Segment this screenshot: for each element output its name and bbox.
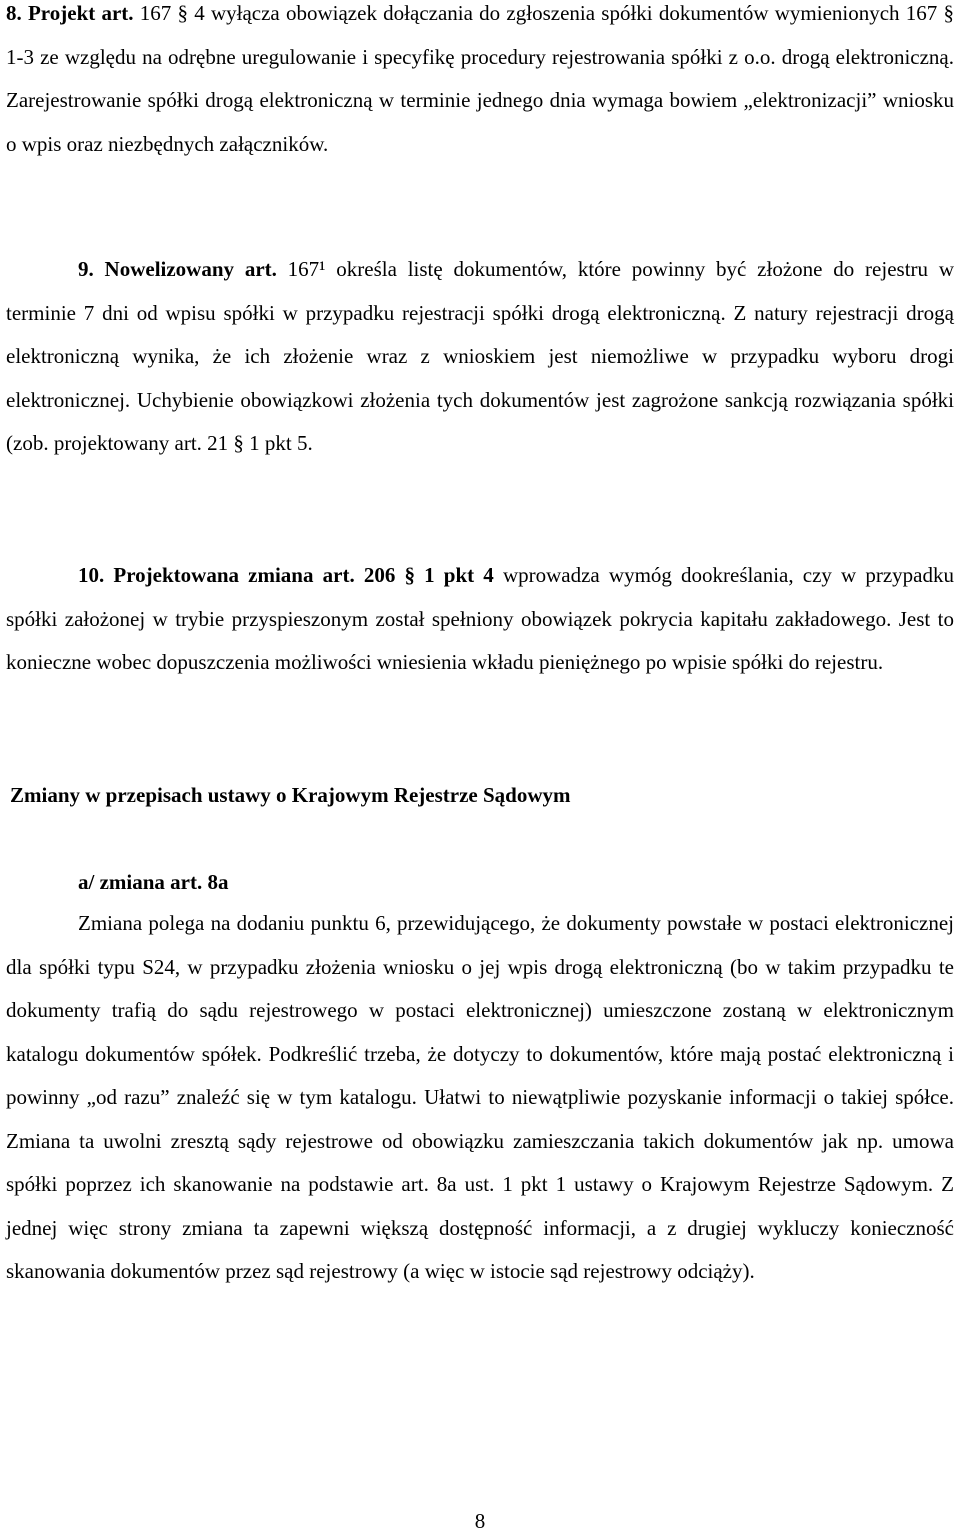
paragraph-8-body: 167 § 4 wyłącza obowiązek dołączania do zgłoszenia spółki dokumentów wymienionych 167 § 1-3 ze względu na odrębne uregulowanie i specyfikę procedury rejestrowania spółki z o.o. drogą elektroniczną. Zarejestrowanie spółki drogą elektroniczną w terminie jednego dnia wymaga bowiem „elektronizacji” wniosku o wpis oraz niezbędnych załączników. bbox=[6, 1, 955, 156]
paragraph-a bbox=[6, 902, 954, 1294]
subheading: a/ zmiana art. 8a bbox=[78, 870, 229, 894]
paragraph-10-lead: 10. Projektowana zmiana art. 206 § 1 pkt 4 bbox=[78, 563, 494, 587]
page-number: 8 bbox=[474, 1509, 486, 1533]
paragraph-10 bbox=[6, 554, 954, 685]
paragraph-10-body: wprowadza wymóg dookreślania, czy w przypadku spółki założonej w trybie przyspieszonym został spełniony obowiązek pokrycia kapitału zakładowego. Jest to konieczne wobec dopuszczenia możliwości wniesienia wkładu pieniężnego po wpisie spółki do rejestru. bbox=[6, 563, 954, 674]
paragraph-9-body: 167¹ określa listę dokumentów, które powinny być złożone do rejestru w terminie 7 dni od wpisu spółki w przypadku rejestracji spółki drogą elektroniczną. Z natury rejestracji drogą elektroniczną wynika, że ich złożenie wraz z wnioskiem jest niemożliwe w przypadku wyboru drogi elektronicznej. Uchybienie obowiązkowi złożenia tych dokumentów jest zagrożone sankcją rozwiązania spółki (zob. projektowany art. 21 § 1 pkt 5. bbox=[6, 257, 954, 455]
paragraph-9-lead: 9. Nowelizowany art. bbox=[78, 257, 277, 281]
paragraph-8 bbox=[6, 0, 954, 166]
paragraph-a-body: Zmiana polega na dodaniu punktu 6, przewidującego, że dokumenty powstałe w postaci elektronicznej dla spółki typu S24, w przypadku złożenia wniosku o jej wpis drogą elektroniczną (bo w takim przypadku te dokumenty trafią do sądu rejestrowego w postaci elektronicznej) umieszczone zostaną w elektronicznym katalogu dokumentów spółek. Podkreślić trzeba, że dotyczy to dokumentów, które mają postać elektroniczną i powinny „od razu” znaleźć się w tym katalogu. Ułatwi to niewątpliwie pozyskanie informacji o takiej spółce. Zmiana ta uwolni zresztą sądy rejestrowe od obowiązku zamieszczania takich dokumentów jak np. umowa spółki poprzez ich skanowanie na podstawie art. 8a ust. 1 pkt 1 ustawy o Krajowym Rejestrze Sądowym. Z jednej więc strony zmiana ta zapewni większą dostępność informacji, a z drugiej wykluczy konieczność skanowania dokumentów przez sąd rejestrowy (a więc w istocie sąd rejestrowy odciąży). bbox=[6, 911, 954, 1283]
paragraph-9 bbox=[6, 248, 954, 466]
section-heading: Zmiany w przepisach ustawy o Krajowym Rejestrze Sądowym bbox=[10, 783, 571, 807]
paragraph-8-lead: 8. Projekt art. bbox=[6, 1, 134, 25]
